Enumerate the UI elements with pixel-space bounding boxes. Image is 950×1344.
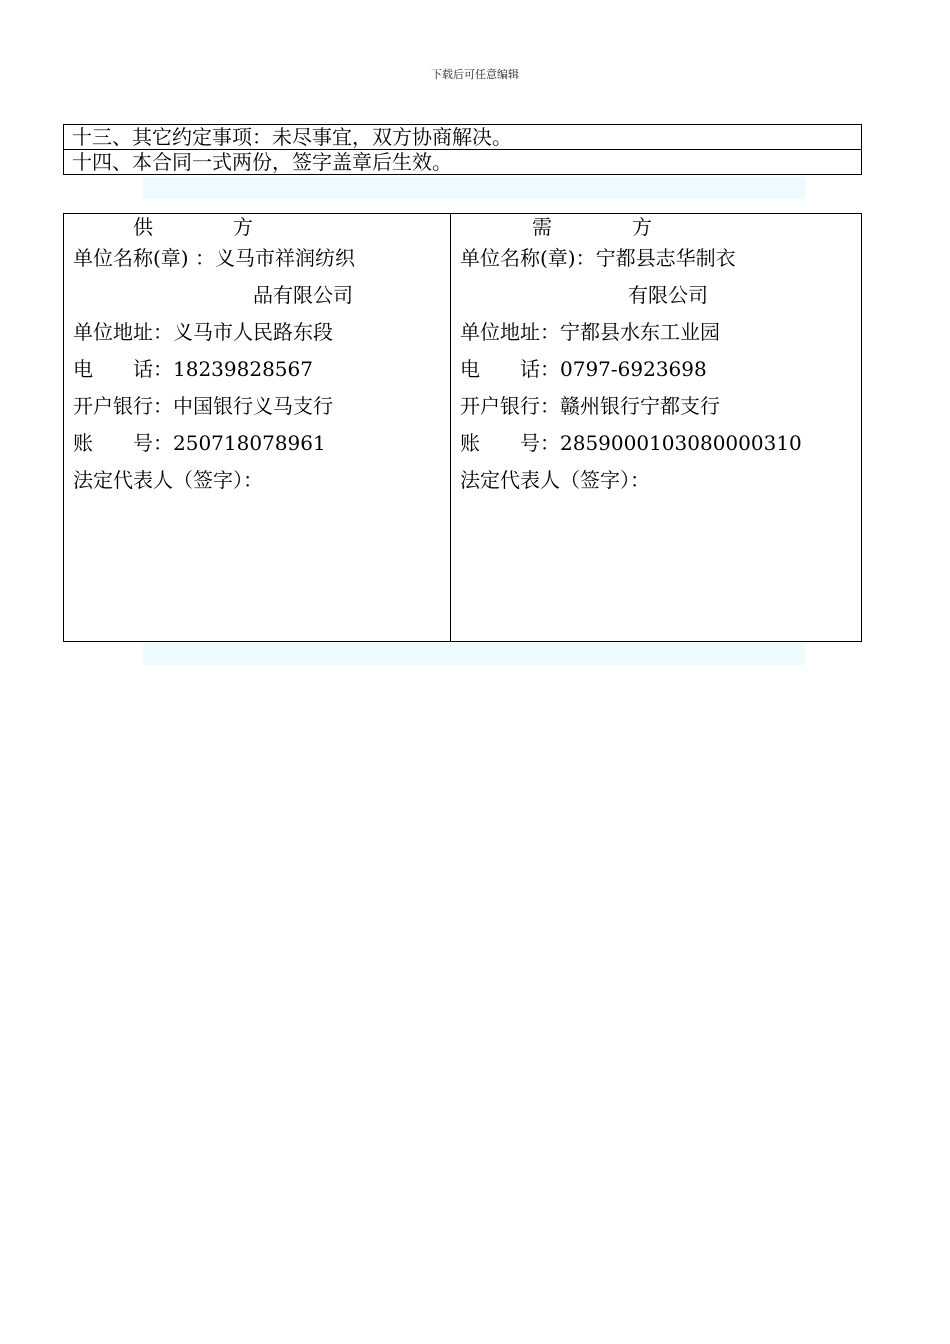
supplier-phone-row: [73, 351, 450, 388]
buyer-name-1: 宁都县志华制衣: [595, 246, 736, 270]
buyer-address: 单位地址：宁都县水东工业园: [460, 320, 720, 344]
supplier-address: 单位地址：义马市人民路东段: [73, 320, 333, 344]
term-row-13: 十三、其它约定事项：未尽事宜，双方协商解决。: [72, 125, 512, 149]
page-header-note: 下载后可任意编辑: [431, 68, 519, 81]
buyer-title: [460, 214, 861, 240]
supplier-phone: 话：18239828567: [133, 357, 313, 381]
buyer-rep: 法定代表人（签字）：: [460, 468, 650, 492]
terms-table: [63, 124, 862, 175]
buyer-account: 号：2859000103080000310: [520, 431, 802, 455]
term-row-14: 十四、本合同一式两份，签字盖章后生效。: [64, 149, 861, 174]
buyer-column: [451, 214, 861, 641]
buyer-phone: 话：0797-6923698: [520, 357, 707, 381]
buyer-name-cont: 有限公司: [628, 283, 708, 307]
supplier-bank: 开户银行：中国银行义马支行: [73, 394, 333, 418]
buyer-account-row: [460, 425, 861, 462]
supplier-account-label-a: 账: [73, 431, 93, 455]
supplier-title-b: 方: [233, 215, 253, 239]
parties-table: [63, 213, 862, 642]
highlight-band-bottom: [143, 643, 805, 665]
supplier-account-row: [73, 425, 450, 462]
buyer-phone-row: [460, 351, 861, 388]
buyer-bank: 开户银行：赣州银行宁都支行: [460, 394, 720, 418]
supplier-title: [73, 214, 450, 240]
buyer-title-b: 方: [632, 215, 652, 239]
supplier-name-cont: 品有限公司: [253, 283, 353, 307]
supplier-name-row: [73, 240, 450, 277]
supplier-account: 号：250718078961: [133, 431, 326, 455]
supplier-title-a: 供: [133, 215, 153, 239]
buyer-phone-label-a: 电: [460, 357, 480, 381]
supplier-name-label: 单位名称(章) ：: [73, 246, 215, 270]
supplier-phone-label-a: 电: [73, 357, 93, 381]
supplier-column: [64, 214, 451, 641]
buyer-name-row: [460, 240, 861, 277]
buyer-account-label-a: 账: [460, 431, 480, 455]
supplier-rep: 法定代表人（签字）：: [73, 468, 263, 492]
buyer-name-label: 单位名称(章)：: [460, 246, 596, 270]
highlight-band-top: [143, 177, 805, 199]
supplier-name-1: 义马市祥润纺织: [214, 246, 355, 270]
buyer-title-a: 需: [532, 215, 552, 239]
